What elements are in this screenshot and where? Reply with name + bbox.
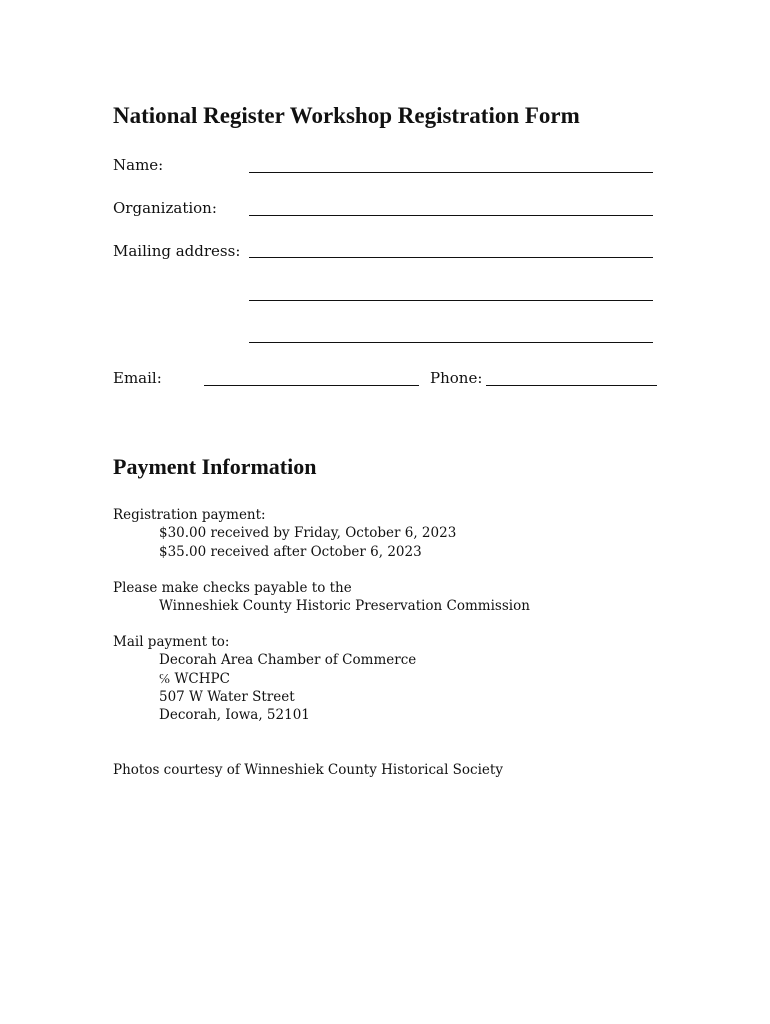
checks-payable-label: Please make checks payable to the xyxy=(113,580,352,596)
address-line: Decorah, Iowa, 52101 xyxy=(159,707,310,724)
mailing-address-line-3[interactable] xyxy=(249,342,653,343)
payment-heading: Payment Information xyxy=(113,454,317,479)
name-field-line[interactable] xyxy=(249,172,653,173)
payee-name: Winneshiek County Historic Preservation Commission xyxy=(159,598,530,615)
organization-field-line[interactable] xyxy=(249,215,653,216)
email-label: Email: xyxy=(113,369,162,387)
mail-payment-block xyxy=(113,633,416,724)
form-title: National Register Workshop Registration Form xyxy=(113,103,580,128)
phone-label: Phone: xyxy=(430,369,483,387)
registration-payment-label: Registration payment: xyxy=(113,507,266,523)
mailing-address-line-2[interactable] xyxy=(249,300,653,301)
organization-label: Organization: xyxy=(113,199,217,217)
address-line: 507 W Water Street xyxy=(159,688,295,705)
mailing-address-line-1[interactable] xyxy=(249,257,653,258)
photo-credits: Photos courtesy of Winneshiek County Historical Society xyxy=(113,762,503,778)
email-field-line[interactable] xyxy=(204,385,419,386)
phone-field-line[interactable] xyxy=(486,385,657,386)
fee-late: $35.00 received after October 6, 2023 xyxy=(159,543,422,560)
mail-payment-label: Mail payment to: xyxy=(113,634,230,650)
checks-payable-block xyxy=(113,579,530,616)
registration-payment-block xyxy=(113,506,456,561)
name-label: Name: xyxy=(113,156,164,174)
address-line: ℅ WCHPC xyxy=(159,670,230,687)
mailing-address-label: Mailing address: xyxy=(113,242,241,260)
address-line: Decorah Area Chamber of Commerce xyxy=(159,652,417,669)
fee-early: $30.00 received by Friday, October 6, 2023 xyxy=(159,525,457,542)
